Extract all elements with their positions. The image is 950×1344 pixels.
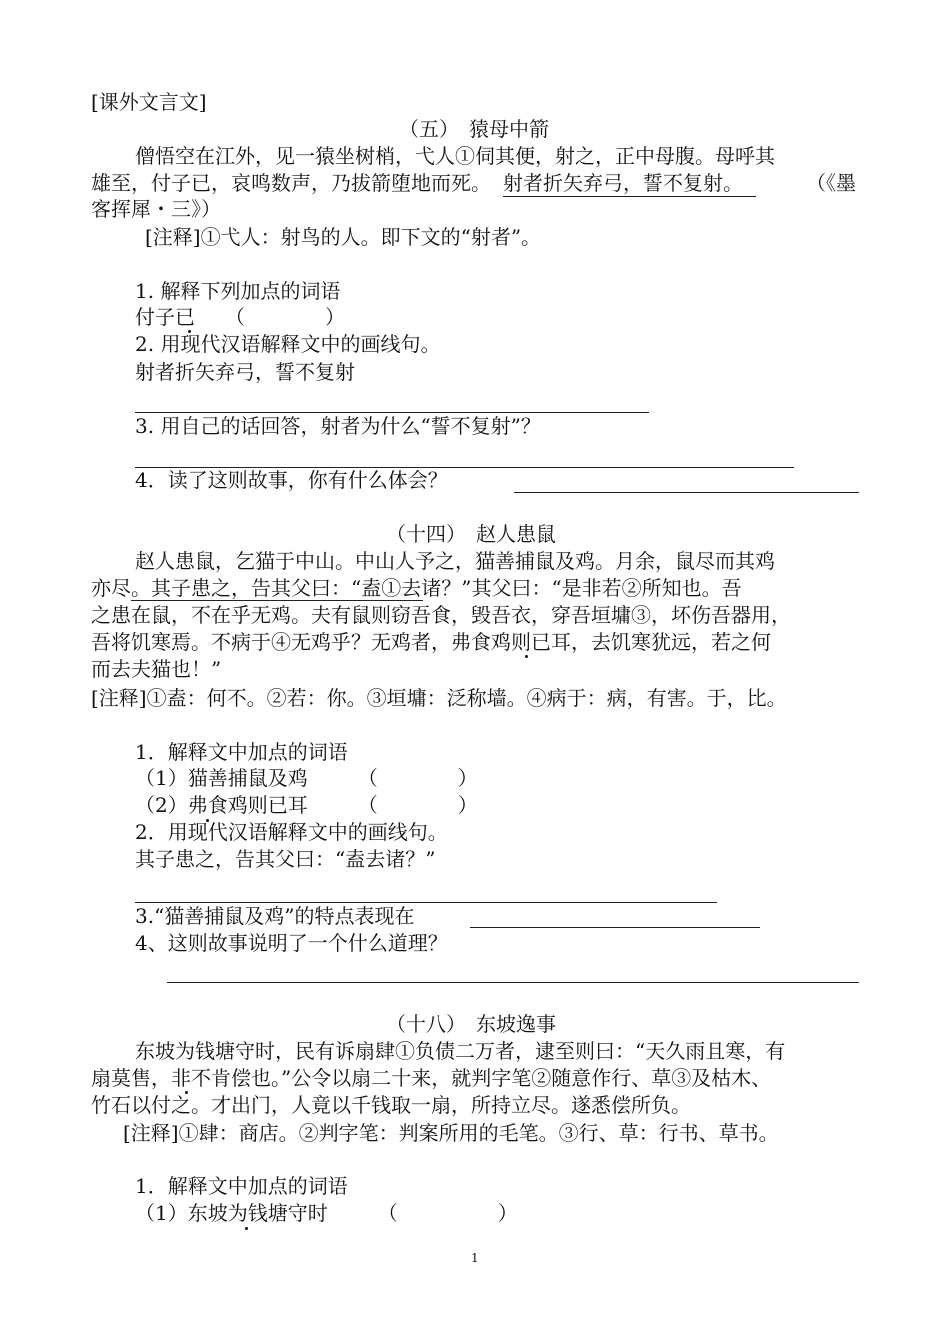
story-5-line-2c: （《墨 bbox=[806, 171, 856, 195]
story-5-title: （五） 猿母中箭 bbox=[399, 117, 549, 141]
story-18-note: [注释]①肆：商店。②判字笔：判案所用的毛笔。③行、草：行书、草书。 bbox=[123, 1121, 779, 1145]
story-5-line-1: 僧悟空在江外，见一猿坐树梢，弋人①伺其便，射之，正中母腹。母呼其 bbox=[135, 144, 775, 168]
story-5-line-3: 客挥犀・三》） bbox=[91, 197, 221, 221]
story-5-q1: 1. 解释下列加点的词语 bbox=[135, 279, 341, 303]
story-14-line-3: 之患在鼠，不在乎无鸡。夫有鼠则窃吾食，毁吾衣，穿吾垣墉③，坏伤吾器用， bbox=[91, 603, 791, 627]
story-14-line-5: 而去夫猫也！” bbox=[91, 657, 222, 681]
story-5-q2a: 射者折矢弃弓，誓不复射 bbox=[135, 360, 355, 384]
story-5-q1a: 付子已 （ ） bbox=[135, 305, 345, 329]
story-14-title: （十四） 赵人患鼠 bbox=[386, 522, 556, 546]
story-5-q2: 2. 用现代汉语解释文中的画线句。 bbox=[135, 332, 441, 356]
story-18-line-1: 东坡为钱塘守时，民有诉扇肆①负债二万者，逮至则曰：“天久雨且寒，有 bbox=[135, 1039, 786, 1063]
page-number: 1 bbox=[471, 1251, 479, 1265]
story-18-line-3: 竹石以付之。才出门，人竟以千钱取一扇，所持立尽。遂悉偿所负。 bbox=[91, 1093, 691, 1117]
answer-line[interactable] bbox=[470, 927, 760, 928]
story-5-line-2b: 射者折矢弃弓，誓不复射。 bbox=[503, 171, 743, 195]
story-5-q3: 3. 用自己的话回答，射者为什么“誓不复射”？ bbox=[135, 414, 541, 438]
answer-line[interactable] bbox=[514, 492, 859, 493]
story-18-title: （十八） 东坡逸事 bbox=[386, 1012, 556, 1036]
story-14-q3: 3.“猫善捕鼠及鸡”的特点表现在 bbox=[135, 904, 415, 928]
emphasis-dot bbox=[525, 655, 528, 658]
story-5-q4: 4．读了这则故事，你有什么体会？ bbox=[135, 468, 448, 492]
emphasis-dot bbox=[245, 1227, 248, 1230]
story-14-q1a: （1）猫善捕鼠及鸡 （ ） bbox=[135, 766, 478, 790]
section-header: [课外文言文] bbox=[91, 90, 207, 114]
underline bbox=[131, 600, 423, 601]
story-14-q1: 1．解释文中加点的词语 bbox=[135, 740, 348, 764]
story-18-q1: 1．解释文中加点的词语 bbox=[135, 1174, 348, 1198]
story-14-q4: 4、这则故事说明了一个什么道理？ bbox=[135, 931, 448, 955]
story-5-note: [注释]①弋人：射鸟的人。即下文的“射者”。 bbox=[145, 225, 542, 249]
story-14-line-4: 吾将饥寒焉。不病于④无鸡乎？无鸡者，弗食鸡则已耳，去饥寒犹远，若之何 bbox=[91, 630, 771, 654]
story-18-q1a: （1）东坡为钱塘守时 （ ） bbox=[135, 1201, 518, 1225]
story-14-q2: 2．用现代汉语解释文中的画线句。 bbox=[135, 820, 448, 844]
answer-line[interactable] bbox=[167, 982, 859, 983]
story-14-q2a: 其子患之，告其父曰：“盍去诸？” bbox=[135, 847, 436, 871]
story-14-note: [注释]①盍：何不。②若：你。③垣墉：泛称墙。④病于：病，有害。于，比。 bbox=[91, 686, 787, 710]
story-18-line-2: 扇莫售，非不肯偿也。”公令以扇二十来，就判字笔②随意作行、草③及枯木、 bbox=[91, 1066, 772, 1090]
underline bbox=[503, 196, 756, 197]
story-14-line-1: 赵人患鼠，乞猫于中山。中山人予之，猫善捕鼠及鸡。月余，鼠尽而其鸡 bbox=[135, 549, 775, 573]
story-14-line-2: 亦尽。其子患之，告其父曰：“盍①去诸？”其父曰：“是非若②所知也。吾 bbox=[91, 576, 742, 600]
story-5-line-2a: 雄至，付子已，哀鸣数声，乃拔箭堕地而死。 bbox=[91, 171, 491, 195]
story-14-q1b: （2）弗食鸡则已耳 （ ） bbox=[135, 793, 478, 817]
